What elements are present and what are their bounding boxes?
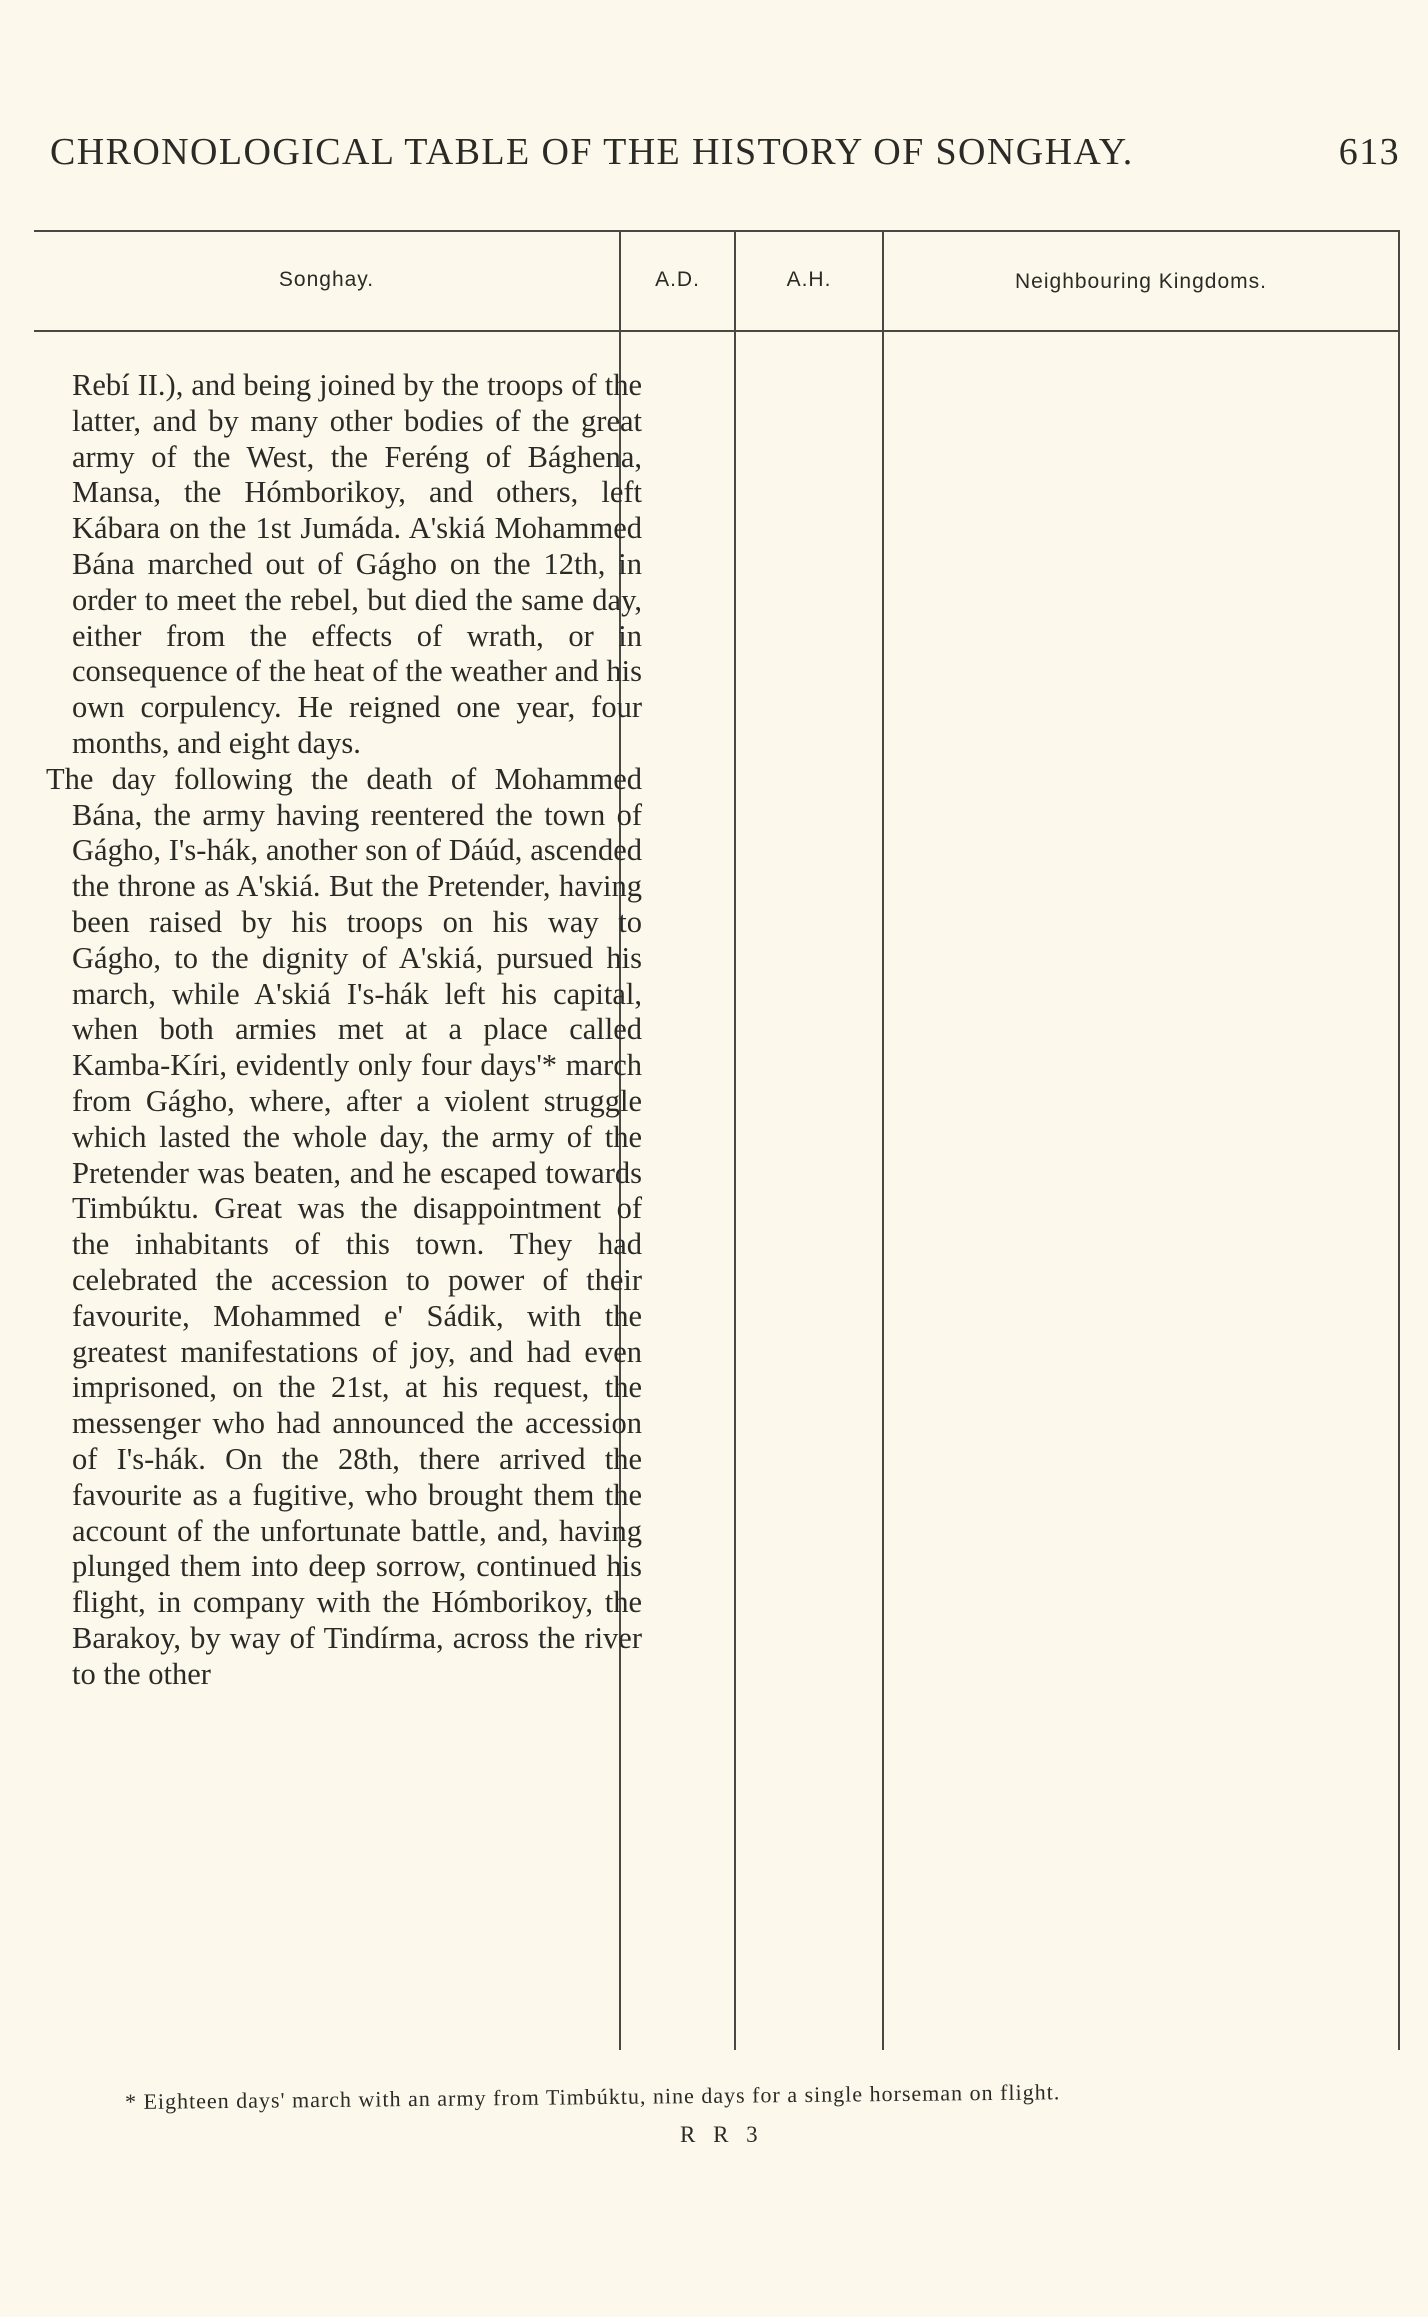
- songhay-column-text: [46, 368, 642, 1692]
- column-divider-2: [734, 230, 736, 2050]
- column-header-songhay: Songhay.: [278, 268, 375, 291]
- footnote: * Eighteen days' march with an army from Timbúktu, nine days for a single horseman on flight.: [124, 2079, 1061, 2115]
- column-divider-4: [1398, 230, 1400, 2050]
- signature-mark: R R 3: [680, 2122, 764, 2147]
- column-divider-3: [882, 230, 884, 2050]
- page-title: CHRONOLOGICAL TABLE OF THE HISTORY OF SONGHAY.: [50, 131, 1134, 173]
- column-header-ah: A.H.: [786, 268, 832, 291]
- table-top-rule: [34, 230, 1400, 232]
- page-number: 613: [1338, 131, 1400, 173]
- column-header-neighbouring-kingdoms: Neighbouring Kingdoms.: [1015, 270, 1267, 293]
- table-header-rule: [34, 330, 1400, 332]
- chronological-table: [34, 230, 1400, 2050]
- songhay-paragraph: Rebí II.), and being joined by the troops of the latter, and by many other bodies of the great army of the West, the Feréng of Bághena, Mansa, the Hómborikoy, and others, left Kábara on the 1st Jumáda. A'skiá Mohammed Bána marched out of Gágho on the 12th, in order to meet the rebel, but died the same day, either from the effects of wrath, or in consequence of the heat of the weather and his own corpulency. He reigned one year, four months, and eight days.: [72, 368, 642, 760]
- column-header-ad: A.D.: [655, 268, 700, 291]
- songhay-paragraph: The day following the death of Mohammed Bána, the army having reentered the town of Gágho, I's-hák, another son of Dáúd, ascended the throne as A'skiá. But the Pretender, having been raised by his troops on his way to Gágho, to the dignity of A'skiá, pursued his march, while A'skiá I's-hák left his capital, when both armies met at a place called Kamba-Kíri, evidently only four days'* march from Gágho, where, after a violent struggle which lasted the whole day, the army of the Pretender was beaten, and he escaped towards Timbúktu. Great was the disappointment of the inhabitants of this town. They had celebrated the accession to power of their favourite, Mohammed e' Sádik, with the greatest manifestations of joy, and had even imprisoned, on the 21st, at his request, the messenger who had announced the accession of I's-hák. On the 28th, there arrived the favourite as a fugitive, who brought them the account of the unfortunate battle, and, having plunged them into deep sorrow, continued his flight, in company with the Hómborikoy, the Barakoy, by way of Tindírma, across the river to the other: [46, 761, 642, 1691]
